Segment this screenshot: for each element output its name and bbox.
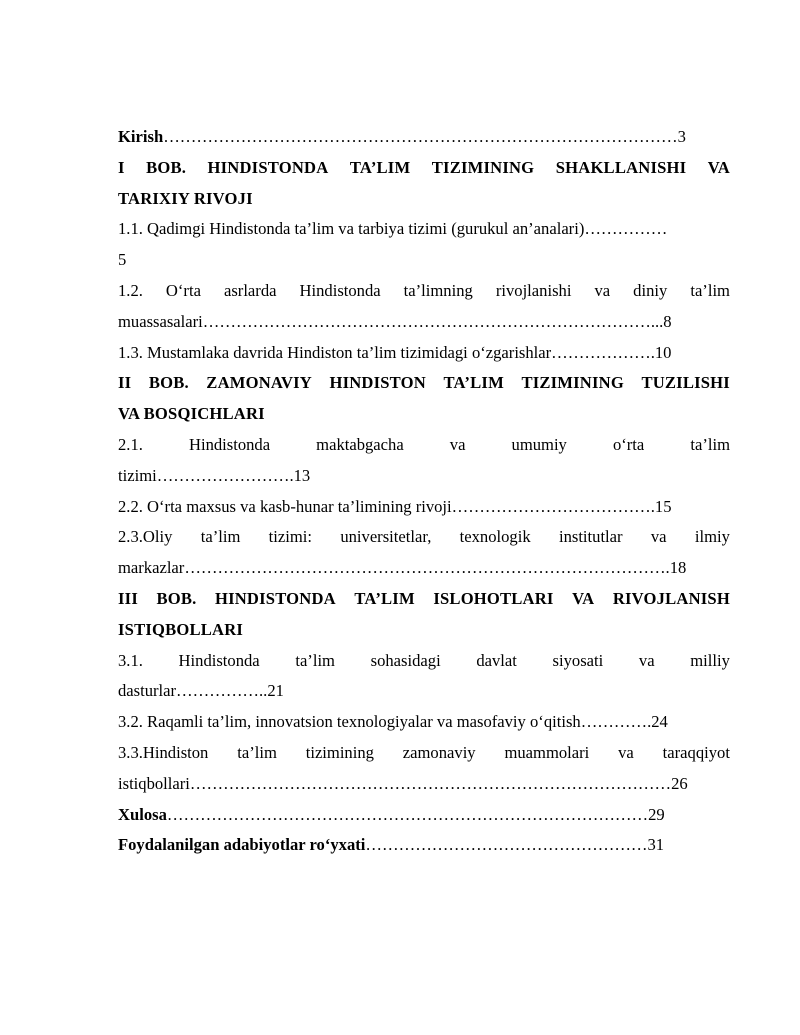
toc-word: VA [707, 157, 730, 177]
toc-word: TIZIMINING [521, 373, 624, 393]
toc-word: zamonaviy [402, 742, 476, 762]
chapter-3-heading [118, 584, 730, 615]
toc-entry-xulosa [118, 800, 730, 831]
toc-word: tizimining [305, 742, 374, 762]
toc-page-number: 31 [647, 835, 665, 855]
chapter-3-heading-cont: ISTIQBOLLARI [118, 619, 244, 639]
toc-word: 3.1. [118, 650, 143, 670]
chapter-1-heading [118, 153, 730, 184]
toc-word: HINDISTON [329, 373, 426, 393]
toc-word: BOB. [146, 157, 187, 177]
toc-entry-1-1: 1.1. Qadimgi Hindistonda ta’lim va tarbiya tizimi (gurukul an’analari)…………… [118, 219, 668, 239]
toc-word: siyosati [552, 650, 604, 670]
toc-word: II [118, 373, 132, 393]
toc-page-number: 3 [677, 127, 686, 146]
toc-word: TUZILISHI [641, 373, 730, 393]
toc-word: taraqqiyot [662, 742, 730, 762]
toc-word: maktabgacha [316, 434, 404, 454]
toc-entry-3-1 [118, 646, 730, 677]
toc-dots: ………………………………………………………………………………… [163, 127, 678, 146]
toc-word: 2.3.Oliy [118, 527, 173, 547]
toc-word: RIVOJLANISH [612, 588, 730, 608]
toc-word: HINDISTONDA [207, 157, 329, 177]
toc-entry-3-1-cont: dasturlar……………..21 [118, 681, 284, 701]
toc-word: Hindistonda [178, 650, 260, 670]
toc-word: III [118, 588, 138, 608]
toc-entry-3-3 [118, 738, 730, 769]
toc-word: milliy [690, 650, 730, 670]
toc-word: TA’LIM [354, 588, 415, 608]
toc-dots: …………………………………………… [365, 835, 648, 855]
toc-word: va [618, 742, 634, 762]
toc-page-number: 29 [648, 804, 665, 824]
toc-word: ISLOHOTLARI [433, 588, 554, 608]
toc-word: Hindistonda [188, 434, 271, 454]
toc-word: SHAKLLANISHI [555, 157, 687, 177]
toc-word: va [650, 527, 667, 547]
toc-word: muammolari [504, 742, 590, 762]
toc-entry-2-3-cont: markazlar…………………………………………………………………………….18 [118, 558, 687, 578]
toc-entry-1-2 [118, 276, 730, 307]
toc-word: BOB. [156, 588, 197, 608]
toc-word: davlat [476, 650, 517, 670]
toc-label: Foydalanilgan adabiyotlar ro‘yxati [118, 835, 366, 855]
toc-word: texnologik [459, 527, 531, 547]
toc-word: o‘rta [612, 434, 645, 454]
toc-word: ta’limning [403, 280, 473, 300]
toc-word: I [118, 157, 125, 177]
toc-entry-kirish [118, 122, 730, 153]
chapter-2-heading [118, 368, 730, 399]
toc-word: va [594, 280, 611, 300]
toc-word: TA’LIM [349, 157, 411, 177]
toc-word: va [638, 650, 655, 670]
toc-word: tizimi: [268, 527, 312, 547]
toc-word: 3.3.Hindiston [118, 742, 209, 762]
toc-entry-1-1-page: 5 [118, 250, 127, 270]
toc-word: ta’lim [200, 527, 241, 547]
toc-word: universitetlar, [340, 527, 432, 547]
toc-label: Kirish [118, 127, 164, 146]
toc-word: VA [572, 588, 595, 608]
toc-word: va [449, 434, 466, 454]
toc-entry-3-2: 3.2. Raqamli ta’lim, innovatsion texnologiyalar va masofaviy o‘qitish………….24 [118, 712, 668, 732]
toc-word: ta’lim [690, 280, 730, 300]
toc-entry-2-1-cont: tizimi…………………….13 [118, 465, 311, 485]
toc-entry-1-2-cont: muassasalari………………………………………………………………………...8 [118, 311, 672, 331]
toc-word: institutlar [558, 527, 623, 547]
toc-word: asrlarda [223, 280, 277, 300]
toc-word: TIZIMINING [431, 157, 535, 177]
chapter-2-heading-cont: VA BOSQICHLARI [118, 404, 265, 424]
toc-entry-3-3-cont: istiqbollari……………………………………………………………………………26 [118, 773, 688, 793]
toc-word: ta’lim [690, 434, 730, 454]
toc-entry-2-1 [118, 430, 730, 461]
toc-word: BOB. [148, 373, 189, 393]
toc-word: ta’lim [295, 650, 335, 670]
toc-word: ilmiy [694, 527, 730, 547]
chapter-1-heading-cont: TARIXIY RIVOJI [118, 188, 253, 208]
toc-entry-1-3: 1.3. Mustamlaka davrida Hindiston ta’lim tizimidagi o‘zgarishlar……………….10 [118, 342, 672, 362]
toc-word: diniy [633, 280, 668, 300]
toc-entry-2-2: 2.2. O‘rta maxsus va kasb-hunar ta’limining rivoji……………………………….15 [118, 496, 672, 516]
toc-word: umumiy [511, 434, 567, 454]
toc-word: rivojlanishi [495, 280, 572, 300]
toc-word: HINDISTONDA [214, 588, 336, 608]
table-of-contents [118, 122, 730, 861]
toc-word: ta’lim [237, 742, 277, 762]
toc-word: ZAMONAVIY [206, 373, 312, 393]
toc-word: 1.2. [118, 280, 143, 300]
toc-entry-adabiyotlar [118, 830, 730, 861]
toc-dots: …………………………………………………………………………… [166, 804, 649, 824]
toc-word: TA’LIM [443, 373, 504, 393]
toc-label: Xulosa [118, 804, 167, 824]
toc-word: O‘rta [165, 280, 201, 300]
toc-word: sohasidagi [370, 650, 441, 670]
toc-entry-2-3 [118, 522, 730, 553]
toc-word: 2.1. [118, 434, 143, 454]
toc-word: Hindistonda [299, 280, 381, 300]
